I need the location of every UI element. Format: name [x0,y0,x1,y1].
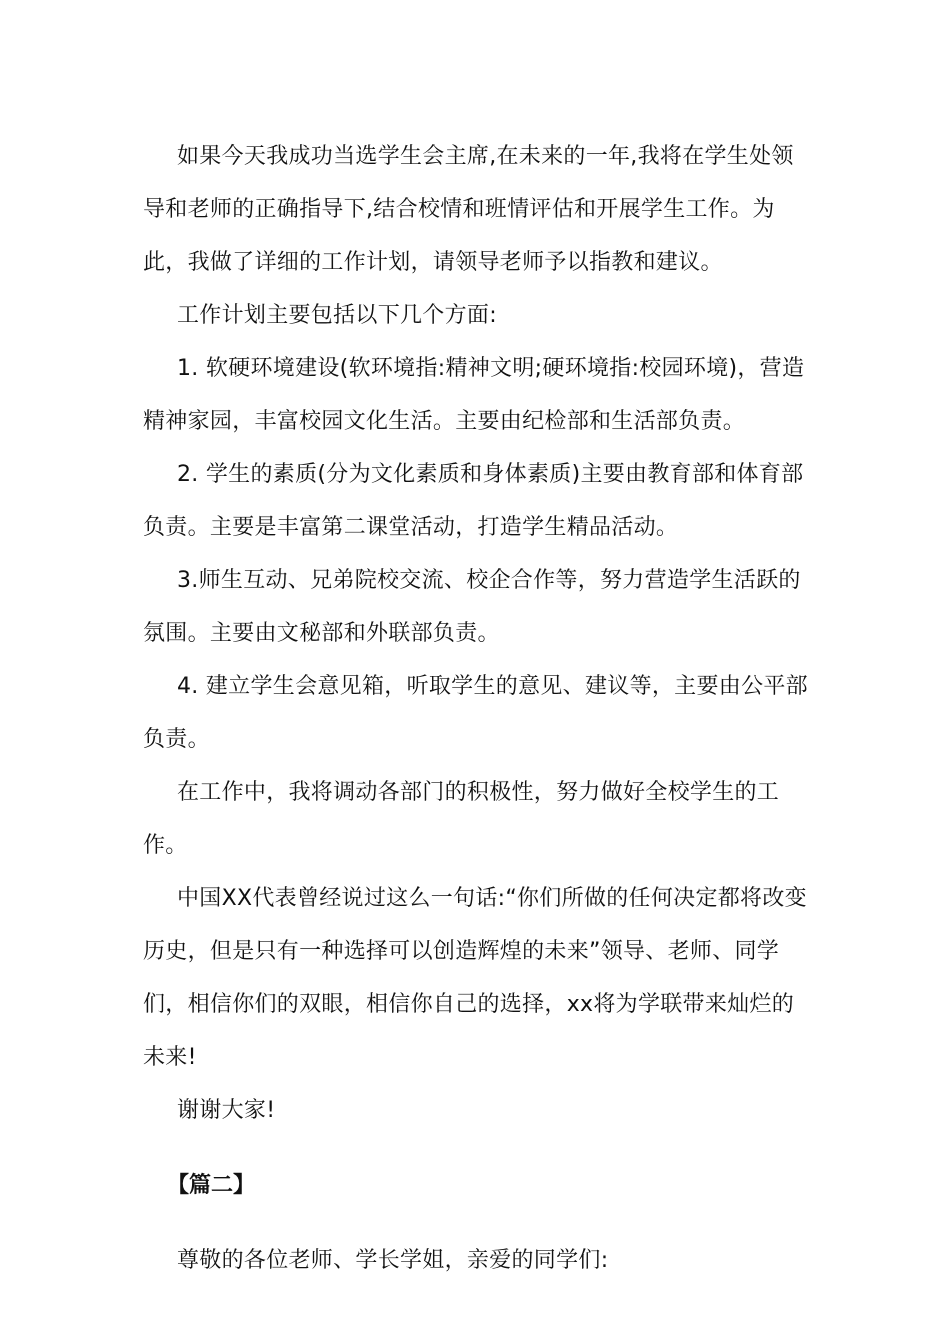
document-body [143,130,815,1287]
paragraph-plan-item-1: 1. 软硬环境建设(软环境指:精神文明;硬环境指:校园环境)，营造精神家园，丰富校园文化生活。主要由纪检部和生活部负责。 [143,356,805,434]
paragraph-thanks: 谢谢大家! [177,1098,276,1123]
paragraph-intro: 如果今天我成功当选学生会主席,在未来的一年,我将在学生处领导和老师的正确指导下,结合校情和班情评估和开展学生工作。为此，我做了详细的工作计划，请领导老师予以指教和建议。 [143,144,794,275]
paragraph-plan-item-3: 3.师生互动、兄弟院校交流、校企合作等，努力营造学生活跃的氛围。主要由文秘部和外联部负责。 [143,568,801,646]
paragraph-work-commitment: 在工作中，我将调动各部门的积极性，努力做好全校学生的工作。 [143,780,780,858]
paragraph-quote: 中国XX代表曾经说过这么一句话:“你们所做的任何决定都将改变历史，但是只有一种选择可以创造辉煌的未来”领导、老师、同学们，相信你们的双眼，相信你自己的选择，xx将为学联带来灿烂的未来! [143,886,807,1070]
section-heading: 【篇二】 [167,1173,256,1198]
paragraph-greeting: 尊敬的各位老师、学长学姐，亲爱的同学们: [177,1248,609,1273]
paragraph-plan-item-4: 4. 建立学生会意见箱，听取学生的意见、建议等，主要由公平部负责。 [143,674,808,752]
paragraph-plan-item-2: 2. 学生的素质(分为文化素质和身体素质)主要由教育部和体育部负责。主要是丰富第二课堂活动，打造学生精品活动。 [143,462,804,540]
paragraph-plan-overview: 工作计划主要包括以下几个方面: [177,303,497,328]
